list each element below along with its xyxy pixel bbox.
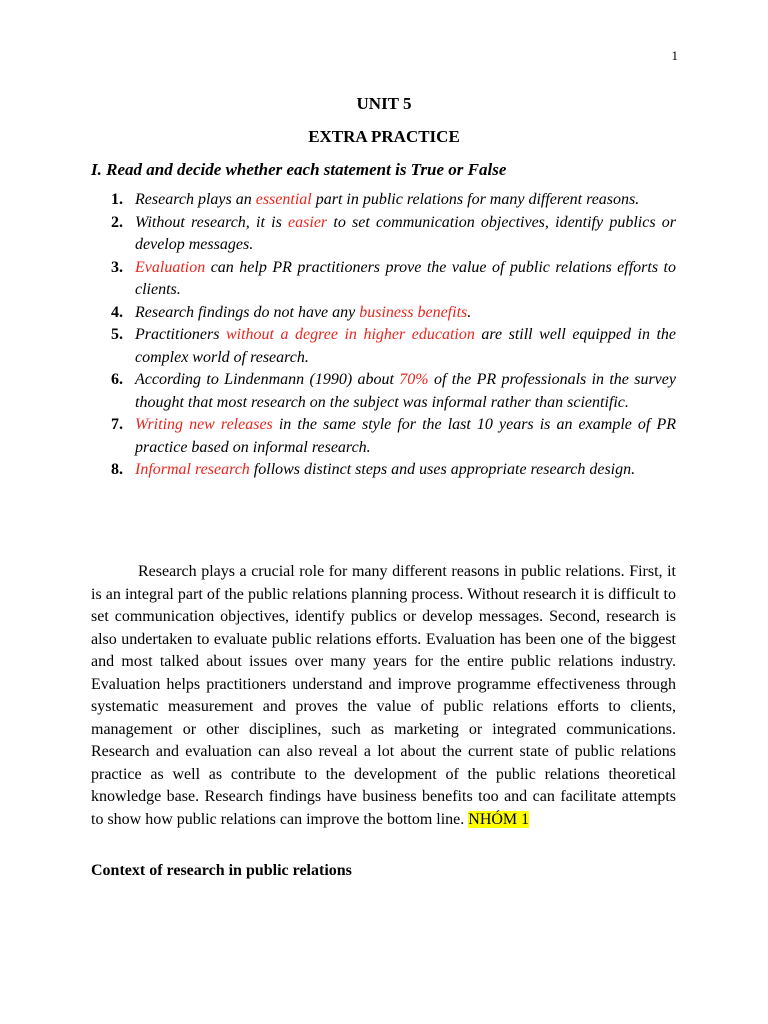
highlighted-keyword: Informal research [135,461,250,478]
statement-item [91,369,676,414]
statement-item [91,302,676,325]
statement-number: 4. [111,303,123,321]
statement-text: in the same style for the last 10 years is an example of PR practice based on informal research. [135,416,677,456]
statement-number: 2. [111,213,123,231]
statement-text: of the PR professionals in the survey thought that most research on the subject was informal rather than scientific. [135,371,676,411]
statement-number: 3. [111,258,123,276]
statement-text: Practitioners [135,326,226,343]
extra-practice-title: EXTRA PRACTICE [308,127,460,146]
statement-number: 6. [111,371,123,388]
highlighted-keyword: Evaluation [135,258,206,276]
highlighted-keyword: essential [255,191,312,208]
context-heading: Context of research in public relations [91,862,352,879]
statement-text: can help PR practitioners prove the value of public relations efforts to clients. [135,258,676,298]
statement-text: to set communication objectives, identify publics or develop messages. [135,213,677,253]
statement-number: 1. [111,191,123,208]
statement-text: According to Lindenmann (1990) about [135,371,400,388]
section-title: I. Read and decide whether each statement is True or False [91,160,507,179]
highlighted-keyword: business benefits [359,303,468,321]
paragraph-text: Research plays a crucial role for many different reasons in public relations. First, it is an integral part of the public relations planning process. Without research it is difficult to set communication objectives, identify publics or develop messages. Second, research is also undertaken to evaluate public relations efforts. Evaluation has been one of the biggest and most talked about issues over many years for the entire public relations industry. Evaluation helps practitioners understand and improve programme effectiveness through systematic measurement and proves the value of public relations efforts to clients, management or other disciplines, such as marketing or integrated communications. Research and evaluation can also reveal a lot about the current state of public relations practice as well as contribute to the development of the public relations theoretical knowledge base. Research findings have business benefits too and can facilitate attempts to show how public relations can improve the bottom line. [91,563,676,828]
statement-number: 8. [111,461,123,478]
statement-list [91,189,676,482]
statement-text: part in public relations for many different reasons. [311,191,640,208]
body-paragraph [91,561,676,831]
statement-text: Without research, it is [135,213,289,231]
statement-item [91,324,676,369]
highlighted-keyword: 70% [399,371,429,388]
statement-number: 7. [111,416,123,433]
highlighted-keyword: without a degree in higher education [225,326,475,343]
page-number: 1 [671,48,678,63]
statement-text: Research findings do not have any [135,303,360,321]
statement-item [91,189,676,212]
unit-title: UNIT 5 [356,94,412,113]
statement-item [91,459,676,482]
statement-item [91,414,676,459]
highlighted-keyword: easier [288,213,328,231]
statement-item [91,257,676,302]
statement-text: Research plays an [135,191,256,208]
statement-text: are still well equipped in the complex world of research. [135,326,677,366]
group-tag: NHÓM 1 [468,810,530,828]
statement-text: . [467,303,472,321]
statement-item [91,212,676,257]
statement-text: follows distinct steps and uses appropriate research design. [249,461,636,478]
statement-number: 5. [111,326,123,343]
highlighted-keyword: Writing new releases [135,416,273,433]
